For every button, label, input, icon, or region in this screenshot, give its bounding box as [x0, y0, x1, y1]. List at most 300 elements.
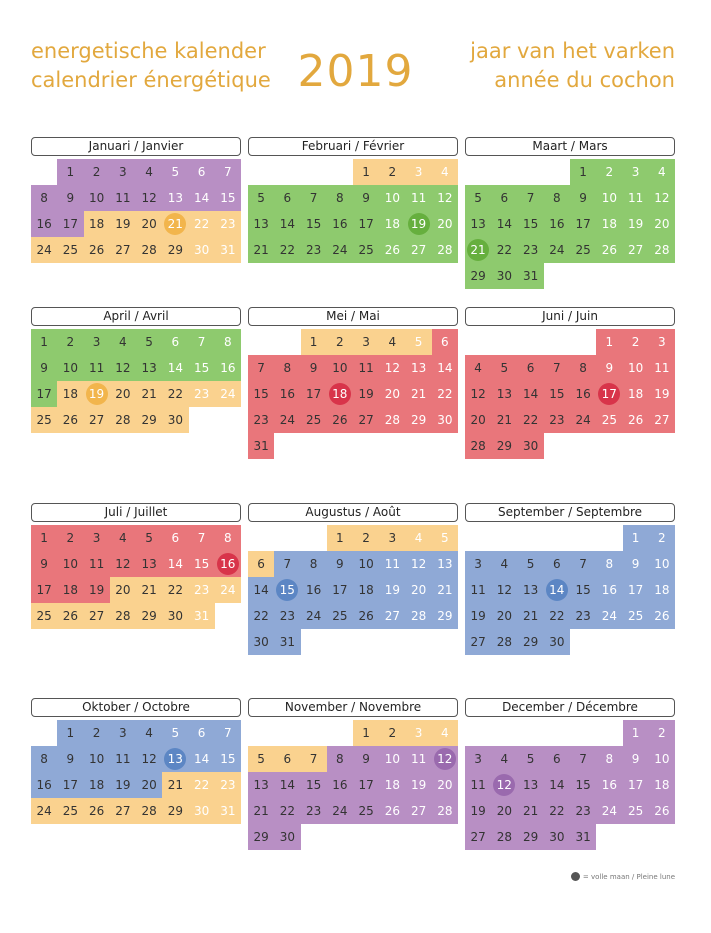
- day-cell: 2: [379, 720, 405, 746]
- day-cell: 14: [274, 772, 300, 798]
- day-cell: 20: [432, 772, 458, 798]
- day-cell: 30: [518, 433, 544, 459]
- day-cell: 30: [189, 237, 215, 263]
- title-french: calendrier énergétique: [31, 68, 271, 92]
- day-cell: 23: [570, 603, 596, 629]
- year-title: 2019: [297, 46, 414, 97]
- day-cell: 1: [353, 159, 379, 185]
- day-cell: 14: [274, 211, 300, 237]
- day-cell: 26: [649, 798, 675, 824]
- day-cell: 16: [570, 381, 596, 407]
- full-moon-marker: 19: [86, 383, 108, 405]
- day-cell: 24: [596, 798, 622, 824]
- month-title: Juli / Juillet: [31, 503, 241, 522]
- day-cell: 28: [432, 237, 458, 263]
- day-cell: 7: [301, 185, 327, 211]
- day-cell: 12: [136, 746, 162, 772]
- day-cell: 2: [379, 159, 405, 185]
- day-cell: 30: [162, 407, 188, 433]
- month-5: [248, 307, 458, 453]
- month-6: [465, 307, 675, 453]
- day-cell: 22: [432, 381, 458, 407]
- day-cell: 31: [274, 629, 300, 655]
- day-cell: 23: [215, 772, 241, 798]
- day-cell: 2: [649, 720, 675, 746]
- day-cell: 29: [136, 603, 162, 629]
- day-cell: 21: [248, 237, 274, 263]
- day-cell: 10: [379, 185, 405, 211]
- day-cell: 28: [432, 798, 458, 824]
- day-cell: 3: [84, 525, 110, 551]
- day-cell: 10: [57, 355, 83, 381]
- day-cell: 10: [84, 185, 110, 211]
- month-11: [248, 698, 458, 844]
- day-cell: 7: [301, 746, 327, 772]
- day-cell: 20: [110, 381, 136, 407]
- day-cell: 19: [84, 577, 110, 603]
- day-cell: 13: [248, 211, 274, 237]
- day-cell: 26: [327, 407, 353, 433]
- day-cell: 27: [84, 603, 110, 629]
- day-cell: 12: [491, 577, 517, 603]
- day-cell: 9: [57, 185, 83, 211]
- day-cell: 11: [465, 772, 491, 798]
- day-cell: 18: [57, 381, 83, 407]
- day-cell: 25: [353, 798, 379, 824]
- day-cell: 5: [406, 329, 432, 355]
- day-cell: 12: [136, 185, 162, 211]
- day-cell: 8: [596, 746, 622, 772]
- day-cell: 24: [301, 603, 327, 629]
- day-cell: 17: [570, 211, 596, 237]
- day-cell: 24: [570, 407, 596, 433]
- full-moon-marker: 21: [164, 213, 186, 235]
- day-cell: 27: [379, 603, 405, 629]
- day-cell: 21: [518, 798, 544, 824]
- day-cell: 19: [110, 772, 136, 798]
- day-cell: 29: [432, 603, 458, 629]
- month-7: [31, 503, 241, 623]
- day-cell: 7: [189, 525, 215, 551]
- day-cell: 3: [110, 159, 136, 185]
- day-cell: 31: [215, 237, 241, 263]
- day-cell: 10: [649, 746, 675, 772]
- day-cell: 29: [491, 433, 517, 459]
- day-cell: 11: [623, 185, 649, 211]
- day-cell: 13: [432, 551, 458, 577]
- day-cell: [465, 237, 491, 263]
- day-cell: 14: [491, 211, 517, 237]
- day-cell: 7: [248, 355, 274, 381]
- day-cell: 27: [649, 407, 675, 433]
- day-cell: 30: [189, 798, 215, 824]
- day-cell: 16: [327, 211, 353, 237]
- legend-text: = volle maan / Pleine lune: [582, 873, 675, 881]
- day-cell: 14: [432, 355, 458, 381]
- day-cell: 11: [353, 355, 379, 381]
- day-cell: 28: [406, 603, 432, 629]
- full-moon-dot-icon: [571, 872, 580, 881]
- day-cell: [162, 211, 188, 237]
- day-cell: 30: [274, 824, 300, 850]
- day-cell: 24: [31, 237, 57, 263]
- day-cell: 15: [570, 772, 596, 798]
- day-cell: 18: [379, 211, 405, 237]
- day-cell: 25: [570, 237, 596, 263]
- header-right: [470, 37, 675, 95]
- day-cell: 7: [544, 355, 570, 381]
- day-cell: 1: [353, 720, 379, 746]
- day-cell: 9: [57, 746, 83, 772]
- day-cell: 21: [162, 772, 188, 798]
- month-title: Augustus / Août: [248, 503, 458, 522]
- day-cell: 27: [465, 824, 491, 850]
- day-cell: 3: [465, 551, 491, 577]
- day-cell: 25: [301, 407, 327, 433]
- day-cell: 22: [248, 603, 274, 629]
- day-cell: 1: [623, 720, 649, 746]
- day-cell: 22: [518, 407, 544, 433]
- month-title: Februari / Février: [248, 137, 458, 156]
- full-moon-marker: 14: [546, 579, 568, 601]
- day-cell: 13: [136, 355, 162, 381]
- day-cell: 4: [491, 551, 517, 577]
- day-cell: 17: [301, 381, 327, 407]
- full-moon-marker: 12: [493, 774, 515, 796]
- day-cell: 23: [518, 237, 544, 263]
- month-10: [31, 698, 241, 818]
- day-cell: 23: [570, 798, 596, 824]
- day-cell: 15: [248, 381, 274, 407]
- day-cell: 16: [596, 577, 622, 603]
- day-cell: 13: [136, 551, 162, 577]
- day-cell: 10: [379, 746, 405, 772]
- month-title: Januari / Janvier: [31, 137, 241, 156]
- day-cell: 5: [162, 720, 188, 746]
- day-cell: 15: [215, 746, 241, 772]
- full-moon-marker: 15: [276, 579, 298, 601]
- day-cell: 18: [596, 211, 622, 237]
- month-4: [31, 307, 241, 427]
- day-cell: 16: [596, 772, 622, 798]
- day-cell: 25: [57, 237, 83, 263]
- day-cell: 9: [31, 355, 57, 381]
- day-cell: 26: [57, 407, 83, 433]
- day-cell: 30: [432, 407, 458, 433]
- day-cell: 20: [379, 381, 405, 407]
- day-cell: 19: [406, 772, 432, 798]
- day-cell: 6: [274, 746, 300, 772]
- day-cell: 31: [570, 824, 596, 850]
- day-cell: 25: [623, 798, 649, 824]
- day-cell: 24: [215, 577, 241, 603]
- day-cell: 12: [379, 355, 405, 381]
- day-cell: 3: [84, 329, 110, 355]
- day-cell: 27: [465, 629, 491, 655]
- day-cell: 21: [406, 381, 432, 407]
- day-cell: 7: [570, 551, 596, 577]
- day-cell: 11: [465, 577, 491, 603]
- day-cell: 19: [110, 211, 136, 237]
- day-cell: 24: [31, 798, 57, 824]
- day-cell: 4: [136, 159, 162, 185]
- day-cell: 10: [649, 551, 675, 577]
- day-cell: [274, 577, 300, 603]
- month-title: September / Septembre: [465, 503, 675, 522]
- month-title: April / Avril: [31, 307, 241, 326]
- day-cell: 15: [544, 381, 570, 407]
- day-cell: 17: [57, 211, 83, 237]
- day-cell: 21: [491, 407, 517, 433]
- day-cell: 28: [110, 603, 136, 629]
- day-cell: 11: [84, 551, 110, 577]
- day-cell: 18: [649, 577, 675, 603]
- day-cell: [406, 211, 432, 237]
- day-cell: 11: [649, 355, 675, 381]
- day-cell: 28: [491, 629, 517, 655]
- day-cell: 25: [31, 603, 57, 629]
- day-cell: 30: [544, 629, 570, 655]
- day-cell: 9: [353, 185, 379, 211]
- full-moon-marker: 17: [598, 383, 620, 405]
- day-cell: 4: [110, 525, 136, 551]
- day-cell: 18: [84, 211, 110, 237]
- day-cell: 23: [544, 407, 570, 433]
- day-cell: 4: [136, 720, 162, 746]
- day-cell: 6: [162, 329, 188, 355]
- day-cell: 24: [327, 237, 353, 263]
- day-cell: 27: [110, 237, 136, 263]
- day-cell: 16: [301, 577, 327, 603]
- day-cell: 31: [189, 603, 215, 629]
- day-cell: [544, 577, 570, 603]
- month-title: Mei / Mai: [248, 307, 458, 326]
- day-cell: 1: [301, 329, 327, 355]
- day-cell: 18: [353, 577, 379, 603]
- full-moon-marker: 16: [217, 553, 239, 575]
- day-cell: 17: [623, 772, 649, 798]
- day-cell: 25: [57, 798, 83, 824]
- day-cell: 3: [406, 159, 432, 185]
- month-1: [31, 137, 241, 257]
- day-cell: [491, 772, 517, 798]
- day-cell: 9: [327, 551, 353, 577]
- day-cell: 26: [596, 237, 622, 263]
- day-cell: 28: [136, 237, 162, 263]
- day-cell: 21: [518, 603, 544, 629]
- day-cell: 18: [623, 381, 649, 407]
- day-cell: 29: [136, 407, 162, 433]
- day-cell: 4: [432, 159, 458, 185]
- day-cell: 2: [353, 525, 379, 551]
- day-cell: 14: [162, 551, 188, 577]
- day-cell: 19: [379, 577, 405, 603]
- day-cell: [162, 746, 188, 772]
- day-cell: 6: [189, 720, 215, 746]
- day-cell: 1: [596, 329, 622, 355]
- day-cell: 23: [301, 798, 327, 824]
- day-cell: 20: [491, 603, 517, 629]
- day-cell: 7: [518, 185, 544, 211]
- day-cell: 20: [406, 577, 432, 603]
- day-cell: 12: [406, 551, 432, 577]
- day-cell: 8: [301, 551, 327, 577]
- day-cell: 22: [162, 577, 188, 603]
- day-cell: 21: [136, 577, 162, 603]
- day-cell: 12: [110, 355, 136, 381]
- day-cell: 16: [274, 381, 300, 407]
- day-cell: 2: [649, 525, 675, 551]
- day-cell: 28: [649, 237, 675, 263]
- day-cell: 19: [465, 603, 491, 629]
- day-cell: 5: [248, 185, 274, 211]
- day-cell: 13: [518, 577, 544, 603]
- day-cell: 6: [248, 551, 274, 577]
- day-cell: 17: [327, 577, 353, 603]
- day-cell: 24: [596, 603, 622, 629]
- day-cell: 6: [544, 551, 570, 577]
- day-cell: 3: [623, 159, 649, 185]
- day-cell: 9: [353, 746, 379, 772]
- day-cell: 5: [432, 525, 458, 551]
- day-cell: [432, 746, 458, 772]
- day-cell: 10: [623, 355, 649, 381]
- subtitle-french: année du cochon: [494, 68, 675, 92]
- day-cell: 22: [189, 772, 215, 798]
- day-cell: 23: [189, 577, 215, 603]
- legend: [571, 872, 675, 882]
- day-cell: 10: [353, 551, 379, 577]
- day-cell: 25: [623, 603, 649, 629]
- day-cell: 11: [110, 746, 136, 772]
- day-cell: 15: [301, 772, 327, 798]
- day-cell: 15: [518, 211, 544, 237]
- full-moon-marker: 21: [467, 239, 489, 261]
- day-cell: 1: [327, 525, 353, 551]
- day-cell: 29: [518, 629, 544, 655]
- day-cell: 27: [406, 798, 432, 824]
- day-cell: 5: [518, 746, 544, 772]
- day-cell: 12: [110, 551, 136, 577]
- day-cell: 26: [84, 237, 110, 263]
- day-cell: [215, 551, 241, 577]
- day-cell: 3: [110, 720, 136, 746]
- day-cell: 6: [518, 355, 544, 381]
- day-cell: 13: [162, 185, 188, 211]
- full-moon-marker: 18: [329, 383, 351, 405]
- day-cell: 10: [327, 355, 353, 381]
- day-cell: 8: [570, 355, 596, 381]
- day-cell: 7: [215, 159, 241, 185]
- day-cell: 21: [432, 577, 458, 603]
- day-cell: 2: [84, 720, 110, 746]
- day-cell: 6: [544, 746, 570, 772]
- day-cell: 24: [327, 798, 353, 824]
- day-cell: 24: [215, 381, 241, 407]
- day-cell: 12: [432, 185, 458, 211]
- day-cell: 1: [57, 159, 83, 185]
- day-cell: 9: [623, 551, 649, 577]
- day-cell: 30: [491, 263, 517, 289]
- day-cell: 26: [84, 798, 110, 824]
- day-cell: 30: [248, 629, 274, 655]
- day-cell: 8: [215, 329, 241, 355]
- day-cell: 9: [301, 355, 327, 381]
- day-cell: 28: [491, 824, 517, 850]
- day-cell: 31: [518, 263, 544, 289]
- day-cell: 13: [518, 772, 544, 798]
- day-cell: 27: [84, 407, 110, 433]
- day-cell: 3: [465, 746, 491, 772]
- month-8: [248, 503, 458, 649]
- day-cell: 4: [465, 355, 491, 381]
- day-cell: 3: [649, 329, 675, 355]
- day-cell: 30: [162, 603, 188, 629]
- day-cell: 26: [379, 798, 405, 824]
- day-cell: 18: [649, 772, 675, 798]
- day-cell: 3: [379, 525, 405, 551]
- full-moon-marker: 19: [408, 213, 430, 235]
- month-2: [248, 137, 458, 257]
- day-cell: 17: [353, 211, 379, 237]
- day-cell: 18: [379, 772, 405, 798]
- day-cell: 8: [596, 551, 622, 577]
- day-cell: [327, 381, 353, 407]
- day-cell: 5: [136, 329, 162, 355]
- day-cell: 30: [544, 824, 570, 850]
- day-cell: 28: [110, 407, 136, 433]
- day-cell: 20: [649, 211, 675, 237]
- day-cell: 26: [353, 603, 379, 629]
- day-cell: 8: [544, 185, 570, 211]
- day-cell: 27: [353, 407, 379, 433]
- day-cell: 25: [31, 407, 57, 433]
- day-cell: 4: [110, 329, 136, 355]
- day-cell: 1: [31, 329, 57, 355]
- day-cell: 20: [491, 798, 517, 824]
- day-cell: 29: [518, 824, 544, 850]
- day-cell: 7: [570, 746, 596, 772]
- day-cell: 13: [491, 381, 517, 407]
- month-title: November / Novembre: [248, 698, 458, 717]
- day-cell: 29: [406, 407, 432, 433]
- day-cell: 28: [136, 798, 162, 824]
- day-cell: 22: [162, 381, 188, 407]
- day-cell: 6: [491, 185, 517, 211]
- day-cell: 22: [274, 237, 300, 263]
- full-moon-marker: 12: [434, 748, 456, 770]
- day-cell: 4: [491, 746, 517, 772]
- day-cell: 14: [544, 772, 570, 798]
- day-cell: 5: [248, 746, 274, 772]
- day-cell: 5: [518, 551, 544, 577]
- day-cell: 9: [623, 746, 649, 772]
- month-3: [465, 137, 675, 283]
- month-title: December / Décembre: [465, 698, 675, 717]
- day-cell: 26: [649, 603, 675, 629]
- day-cell: 31: [215, 798, 241, 824]
- day-cell: 6: [189, 159, 215, 185]
- day-cell: 22: [491, 237, 517, 263]
- day-cell: 16: [31, 211, 57, 237]
- day-cell: 15: [301, 211, 327, 237]
- day-cell: 3: [406, 720, 432, 746]
- day-cell: 9: [570, 185, 596, 211]
- day-cell: 2: [623, 329, 649, 355]
- day-cell: 15: [189, 355, 215, 381]
- day-cell: 27: [110, 798, 136, 824]
- day-cell: 8: [274, 355, 300, 381]
